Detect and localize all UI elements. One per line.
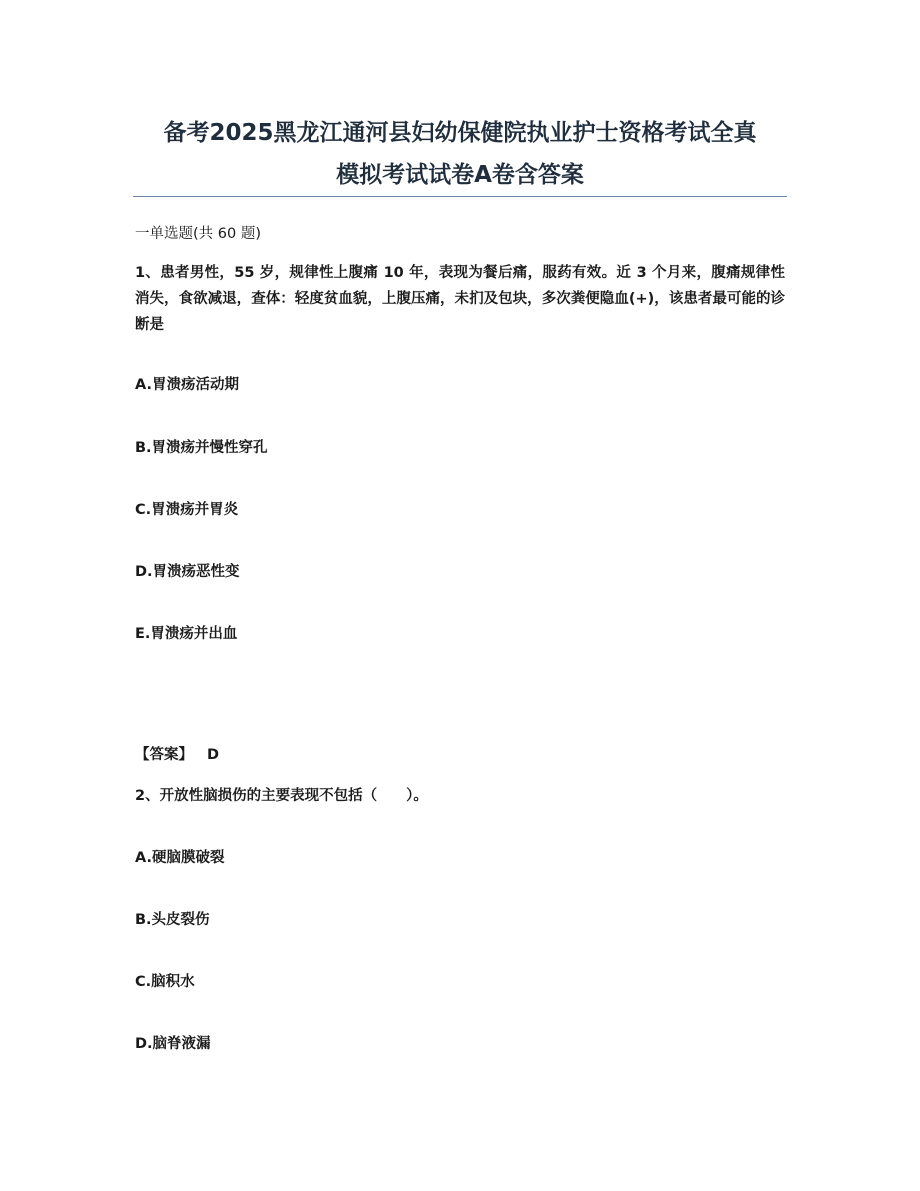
question-1-option-a: A.胃溃疡活动期	[135, 377, 239, 393]
question-2-option-b: B.头皮裂伤	[135, 912, 210, 928]
question-2-option-c: C.脑积水	[135, 974, 195, 990]
question-1-stem: 1、患者男性，55 岁，规律性上腹痛 10 年，表现为餐后痛，服药有效。近 3 个月来，腹痛规律性消失，食欲减退，查体：轻度贫血貌，上腹压痛，未扪及包块，多次粪便隐血(+)，该患者最可能的诊断是	[135, 265, 785, 333]
question-2-option-d: D.脑脊液漏	[135, 1036, 211, 1052]
question-1-option-d: D.胃溃疡恶性变	[135, 564, 240, 580]
question-1-option-e: E.胃溃疡并出血	[135, 626, 238, 642]
answer-value: D	[207, 747, 220, 763]
title-divider	[133, 196, 787, 197]
answer-label: 【答案】	[135, 747, 193, 763]
question-2-stem: 2、开放性脑损伤的主要表现不包括（ ）。	[135, 788, 428, 804]
question-1-answer	[135, 743, 219, 764]
question-1-option-b: B.胃溃疡并慢性穿孔	[135, 440, 268, 456]
document-title-line-2: 模拟考试试卷A卷含答案	[336, 162, 584, 188]
document-title	[120, 112, 800, 196]
document-title-line-1: 备考2025黑龙江通河县妇幼保健院执业护士资格考试全真	[163, 120, 757, 146]
question-1-option-c: C.胃溃疡并胃炎	[135, 502, 239, 518]
question-2-option-a: A.硬脑膜破裂	[135, 850, 225, 866]
section-heading: 一单选题(共 60 题)	[135, 226, 261, 242]
